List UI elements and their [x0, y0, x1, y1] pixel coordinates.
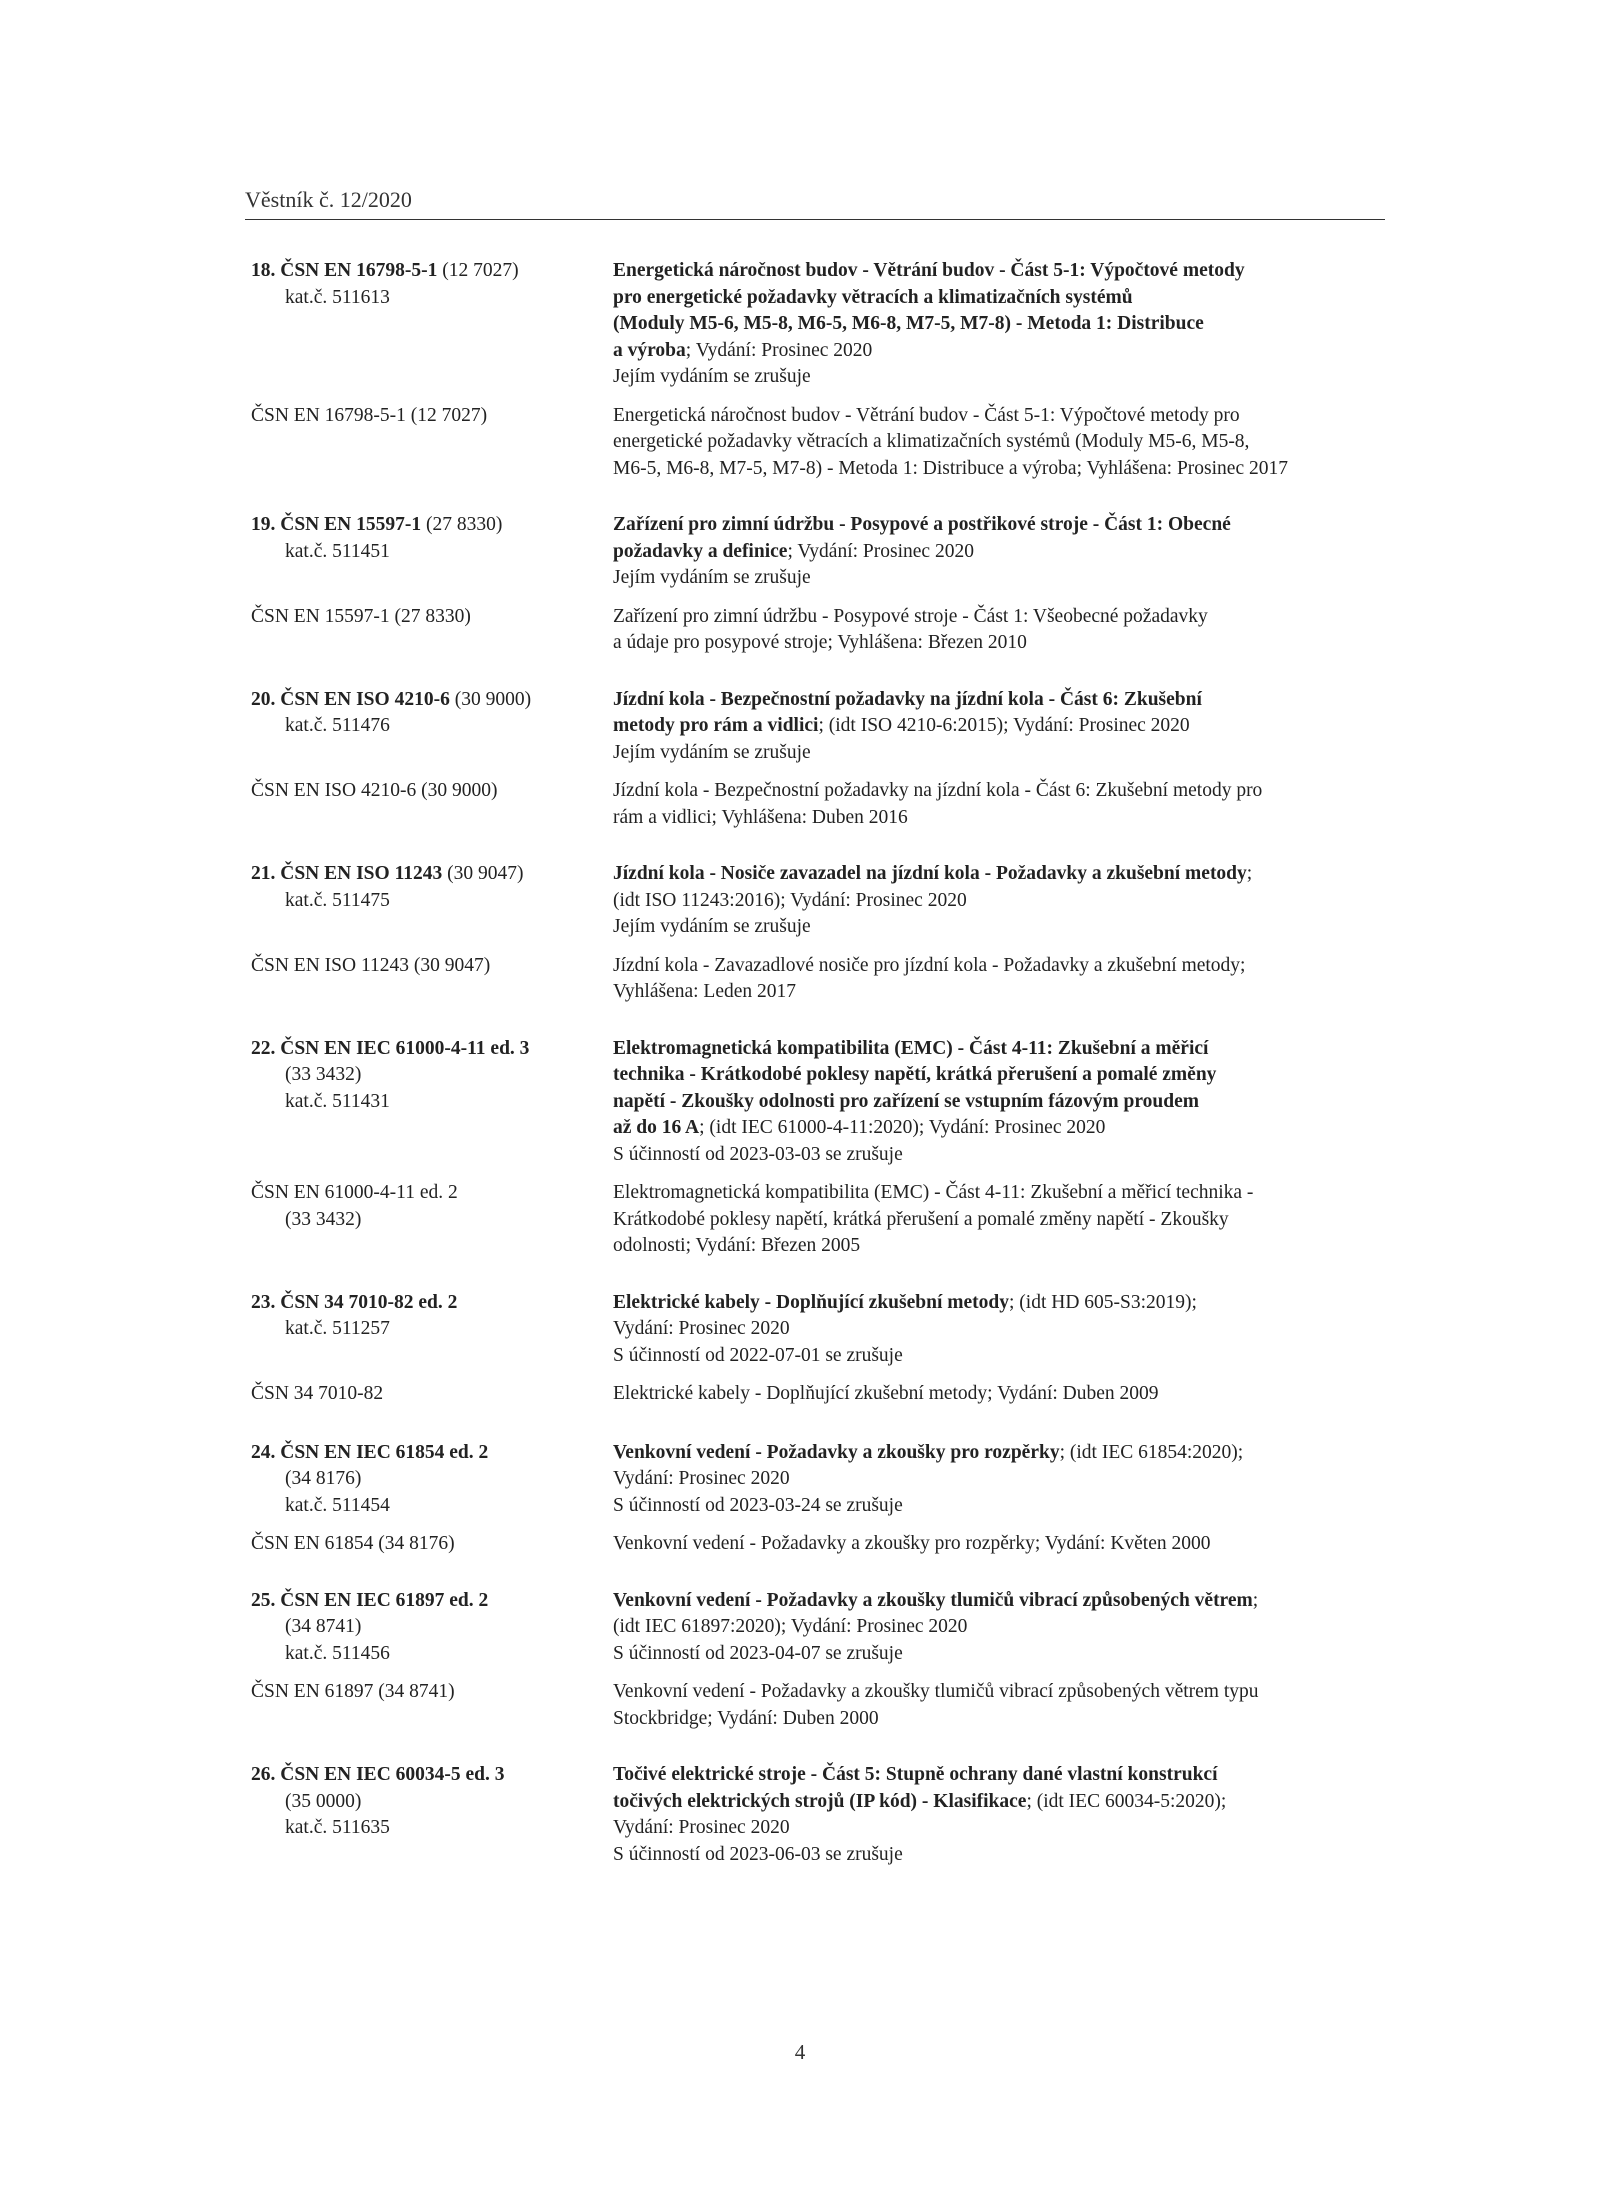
catalog-number: kat.č. 511456 [285, 1642, 390, 1664]
entry-description [613, 1036, 1361, 1169]
entry-replaced-row [251, 778, 1361, 831]
entry-code-line [251, 687, 613, 714]
standard-class-code: (27 8330) [421, 514, 503, 535]
description-line [613, 1089, 1361, 1116]
standard-code: ČSN EN 16798-5-1 [280, 260, 438, 281]
standard-class-code: (12 7027) [437, 260, 519, 281]
bulletin-title: Věstník č. 12/2020 [245, 187, 412, 212]
standard-code: ČSN EN IEC 61000-4-11 ed. 3 [280, 1037, 530, 1059]
description-line [613, 1062, 1361, 1089]
entry-number: 24. [251, 1441, 276, 1463]
description-text: S účinností od 2022-07-01 se zrušuje [613, 1344, 903, 1366]
description-text: ; (idt IEC 61000-4-11:2020); Vydání: Prosinec 2020 [699, 1117, 1106, 1138]
entry-replaced-row [251, 1679, 1361, 1732]
replaced-description-line: Vyhlášena: Leden 2017 [613, 981, 797, 1002]
entry-main-row [251, 1440, 1361, 1520]
replaced-standard-code: ČSN 34 7010-82 [251, 1383, 384, 1404]
standard-title: až do 16 A [613, 1117, 700, 1138]
standard-code: ČSN 34 7010-82 ed. 2 [280, 1291, 458, 1313]
standard-code: ČSN EN IEC 61854 ed. 2 [280, 1441, 489, 1463]
standard-entry [251, 512, 1361, 657]
entry-main-row [251, 1762, 1361, 1868]
entry-codes [251, 687, 613, 767]
replaced-standard-code: ČSN EN ISO 4210-6 (30 9000) [251, 780, 498, 801]
description-line [613, 740, 1361, 767]
entry-number: 23. [251, 1291, 276, 1313]
standards-list [251, 258, 1361, 1898]
entry-description [613, 1762, 1361, 1868]
description-text: (idt ISO 11243:2016); Vydání: Prosinec 2020 [613, 889, 967, 911]
entry-number: 26. [251, 1764, 276, 1785]
replaced-standard-codes [251, 953, 613, 1006]
standard-code: ČSN EN IEC 61897 ed. 2 [280, 1589, 489, 1611]
description-text: (idt IEC 61897:2020); Vydání: Prosinec 2020 [613, 1616, 968, 1637]
description-line [613, 861, 1361, 888]
entry-description [613, 512, 1361, 592]
replaced-description-line: Energetická náročnost budov - Větrání budov - Část 5-1: Výpočtové metody pro [613, 404, 1240, 426]
entry-replaced-row [251, 1531, 1361, 1558]
entry-main-row [251, 1290, 1361, 1370]
description-text: ; (idt IEC 60034-5:2020); [1026, 1790, 1227, 1812]
description-text: S účinností od 2023-03-24 se zrušuje [613, 1494, 903, 1516]
entry-main-row [251, 1588, 1361, 1668]
replaced-description-line: Elektrické kabely - Doplňující zkušební metody; Vydání: Duben 2009 [613, 1383, 1159, 1404]
replaced-description-line: Jízdní kola - Zavazadlové nosiče pro jízdní kola - Požadavky a zkušební metody; [613, 954, 1246, 976]
entry-number: 20. [251, 688, 276, 710]
entry-code-line [251, 1440, 613, 1467]
standard-class-code: (34 8741) [285, 1616, 362, 1637]
standard-title: a výroba [613, 339, 686, 361]
replaced-standard-description [613, 1180, 1361, 1260]
replaced-description-line: Elektromagnetická kompatibilita (EMC) - Část 4-11: Zkušební a měřicí technika - [613, 1182, 1254, 1203]
description-line [613, 687, 1361, 714]
entry-code-line [251, 512, 613, 539]
description-line [613, 1316, 1361, 1343]
entry-number: 21. [251, 863, 276, 884]
replaced-description-line: Stockbridge; Vydání: Duben 2000 [613, 1707, 879, 1729]
entry-code-line [251, 258, 613, 285]
standard-title: Venkovní vedení - Požadavky a zkoušky tlumičů vibrací způsobených větrem [613, 1589, 1253, 1611]
entry-description [613, 1290, 1361, 1370]
description-text: Vydání: Prosinec 2020 [613, 1468, 790, 1489]
description-text: ; [1252, 1589, 1259, 1611]
entry-codes [251, 861, 613, 941]
replaced-description-line: a údaje pro posypové stroje; Vyhlášena: Březen 2010 [613, 632, 1027, 653]
entry-description [613, 258, 1361, 391]
catalog-number: kat.č. 511454 [285, 1494, 390, 1516]
description-text: Jejím vydáním se zrušuje [613, 567, 811, 588]
replaced-description-line: rám a vidlici; Vyhlášena: Duben 2016 [613, 806, 908, 828]
description-line [613, 1466, 1361, 1493]
entry-replaced-row [251, 604, 1361, 657]
catalog-number: kat.č. 511257 [285, 1318, 390, 1339]
description-text: Jejím vydáním se zrušuje [613, 366, 811, 387]
replaced-description-line: energetické požadavky větracích a klimatizačních systémů (Moduly M5-6, M5-8, [613, 431, 1250, 452]
standard-title: napětí - Zkoušky odolnosti pro zařízení se vstupním fázovým proudem [613, 1090, 1199, 1112]
standard-title: Jízdní kola - Bezpečnostní požadavky na jízdní kola - Část 6: Zkušební [613, 688, 1202, 710]
description-line [613, 285, 1361, 312]
standard-code: ČSN EN ISO 4210-6 [280, 688, 450, 710]
entry-codes [251, 1036, 613, 1169]
replaced-standard-codes [251, 778, 613, 831]
page-number: 4 [794, 2040, 806, 2064]
standard-title: požadavky a definice [613, 540, 788, 562]
entry-code-line [251, 1762, 613, 1789]
standard-entry [251, 687, 1361, 832]
standard-entry [251, 1440, 1361, 1558]
replaced-description-line: Venkovní vedení - Požadavky a zkoušky tlumičů vibrací způsobených větrem typu [613, 1681, 1259, 1702]
standard-title: (Moduly M5-6, M5-8, M6-5, M6-8, M7-5, M7-8) - Metoda 1: Distribuce [613, 313, 1204, 334]
description-line [613, 1641, 1361, 1668]
replaced-description-line: Zařízení pro zimní údržbu - Posypové stroje - Část 1: Všeobecné požadavky [613, 605, 1208, 627]
entry-codes [251, 1440, 613, 1520]
description-line [613, 364, 1361, 391]
standard-title: Venkovní vedení - Požadavky a zkoušky pro rozpěrky [613, 1441, 1060, 1463]
entry-description [613, 861, 1361, 941]
replaced-description-line: Jízdní kola - Bezpečnostní požadavky na jízdní kola - Část 6: Zkušební metody pro [613, 780, 1263, 801]
entry-code-line [251, 1290, 613, 1317]
entry-main-row [251, 512, 1361, 592]
standard-entry [251, 1036, 1361, 1260]
entry-replaced-row [251, 403, 1361, 483]
standard-class-code: (33 3432) [285, 1064, 362, 1085]
standard-code: ČSN EN ISO 11243 [280, 863, 443, 884]
replaced-standard-codes [251, 403, 613, 483]
replaced-standard-code: ČSN EN 61854 (34 8176) [251, 1533, 455, 1554]
description-text: S účinností od 2023-03-03 se zrušuje [613, 1143, 903, 1165]
replaced-standard-description [613, 778, 1361, 831]
standard-title: Elektromagnetická kompatibilita (EMC) - Část 4-11: Zkušební a měřicí [613, 1037, 1209, 1059]
replaced-description-line: Venkovní vedení - Požadavky a zkoušky pro rozpěrky; Vydání: Květen 2000 [613, 1533, 1211, 1554]
standard-entry [251, 1762, 1361, 1868]
standard-entry [251, 1290, 1361, 1408]
replaced-standard-description [613, 953, 1361, 1006]
catalog-number: kat.č. 511451 [285, 540, 390, 562]
description-text: S účinností od 2023-06-03 se zrušuje [613, 1843, 903, 1865]
entry-number: 19. [251, 514, 276, 535]
standard-class-code: (34 8176) [285, 1468, 362, 1489]
description-text: Jejím vydáním se zrušuje [613, 741, 811, 763]
replaced-standard-code: ČSN EN 16798-5-1 (12 7027) [251, 404, 488, 426]
standard-title: Jízdní kola - Nosiče zavazadel na jízdní kola - Požadavky a zkušební metody [613, 863, 1247, 884]
replaced-standard-description [613, 1531, 1361, 1558]
description-text: ; Vydání: Prosinec 2020 [787, 540, 974, 562]
description-text: ; [1246, 863, 1253, 884]
standard-title: metody pro rám a vidlici [613, 715, 819, 736]
replaced-standard-code: (33 3432) [285, 1208, 362, 1230]
entry-codes [251, 1588, 613, 1668]
description-line [613, 1343, 1361, 1370]
description-line [613, 1815, 1361, 1842]
standard-title: technika - Krátkodobé poklesy napětí, krátká přerušení a pomalé změny [613, 1064, 1217, 1085]
entry-description [613, 1588, 1361, 1668]
standard-entry [251, 1588, 1361, 1733]
replaced-standard-code: ČSN EN ISO 11243 (30 9047) [251, 954, 491, 976]
entry-code-line [251, 861, 613, 888]
entry-main-row [251, 687, 1361, 767]
entry-description [613, 1440, 1361, 1520]
standard-title: Elektrické kabely - Doplňující zkušební metody [613, 1291, 1009, 1313]
replaced-standard-description [613, 1679, 1361, 1732]
entry-main-row [251, 1036, 1361, 1169]
description-line [613, 1588, 1361, 1615]
description-line [613, 1142, 1361, 1169]
replaced-standard-description [613, 403, 1361, 483]
standard-title: Zařízení pro zimní údržbu - Posypové a postřikové stroje - Část 1: Obecné [613, 514, 1231, 535]
entry-codes [251, 1290, 613, 1370]
description-text: Jejím vydáním se zrušuje [613, 916, 811, 937]
standard-class-code: (35 0000) [285, 1790, 362, 1812]
entry-description [613, 687, 1361, 767]
description-line [613, 1290, 1361, 1317]
entry-code-line [251, 1036, 613, 1063]
replaced-standard-codes [251, 1531, 613, 1558]
replaced-standard-description [613, 1381, 1361, 1408]
description-text: ; (idt HD 605-S3:2019); [1008, 1291, 1197, 1313]
description-text: Vydání: Prosinec 2020 [613, 1318, 790, 1339]
description-line [613, 713, 1361, 740]
entry-codes [251, 1762, 613, 1868]
catalog-number: kat.č. 511475 [285, 889, 390, 911]
entry-replaced-row [251, 1381, 1361, 1408]
replaced-description-line: odolnosti; Vydání: Březen 2005 [613, 1235, 861, 1256]
entry-replaced-row [251, 1180, 1361, 1260]
description-line [613, 1493, 1361, 1520]
replaced-standard-codes [251, 1679, 613, 1732]
catalog-number: kat.č. 511431 [285, 1090, 390, 1112]
description-line [613, 1036, 1361, 1063]
replaced-description-line: M6-5, M6-8, M7-5, M7-8) - Metoda 1: Distribuce a výroba; Vyhlášena: Prosinec 2017 [613, 457, 1288, 479]
catalog-number: kat.č. 511635 [285, 1817, 390, 1838]
description-line [613, 914, 1361, 941]
replaced-standard-code: ČSN EN 15597-1 (27 8330) [251, 605, 471, 627]
description-line [613, 1115, 1361, 1142]
standard-title: pro energetické požadavky větracích a klimatizačních systémů [613, 286, 1133, 308]
description-line [613, 565, 1361, 592]
standard-code: ČSN EN IEC 60034-5 ed. 3 [280, 1764, 505, 1785]
standard-title: Energetická náročnost budov - Větrání budov - Část 5-1: Výpočtové metody [613, 260, 1245, 281]
description-text: ; (idt ISO 4210-6:2015); Vydání: Prosinec 2020 [818, 715, 1190, 736]
replaced-standard-codes [251, 1180, 613, 1260]
description-text: S účinností od 2023-04-07 se zrušuje [613, 1642, 903, 1664]
description-line [613, 338, 1361, 365]
standard-title: Točivé elektrické stroje - Část 5: Stupně ochrany dané vlastní konstrukcí [613, 1764, 1218, 1785]
catalog-number: kat.č. 511476 [285, 715, 390, 736]
replaced-description-line: Krátkodobé poklesy napětí, krátká přerušení a pomalé změny napětí - Zkoušky [613, 1208, 1229, 1230]
description-line [613, 311, 1361, 338]
entry-number: 25. [251, 1589, 276, 1611]
description-line [613, 539, 1361, 566]
standard-entry [251, 258, 1361, 482]
description-text: Vydání: Prosinec 2020 [613, 1817, 790, 1838]
entry-codes [251, 512, 613, 592]
replaced-standard-codes [251, 1381, 613, 1408]
description-line [613, 1614, 1361, 1641]
replaced-standard-code: ČSN EN 61897 (34 8741) [251, 1681, 455, 1702]
description-line [613, 1842, 1361, 1869]
standard-class-code: (30 9047) [442, 863, 524, 884]
entry-number: 22. [251, 1037, 276, 1059]
standard-class-code: (30 9000) [449, 688, 532, 710]
entry-main-row [251, 861, 1361, 941]
description-line [613, 1440, 1361, 1467]
standard-entry [251, 861, 1361, 1006]
replaced-standard-code: ČSN EN 61000-4-11 ed. 2 [251, 1182, 458, 1203]
replaced-standard-codes [251, 604, 613, 657]
standard-title: točivých elektrických strojů (IP kód) - Klasifikace [613, 1790, 1027, 1812]
description-line [613, 1789, 1361, 1816]
entry-main-row [251, 258, 1361, 391]
entry-codes [251, 258, 613, 391]
catalog-number: kat.č. 511613 [285, 286, 390, 308]
entry-replaced-row [251, 953, 1361, 1006]
description-text: ; (idt IEC 61854:2020); [1059, 1441, 1244, 1463]
replaced-standard-description [613, 604, 1361, 657]
description-line [613, 512, 1361, 539]
description-line [613, 258, 1361, 285]
entry-code-line [251, 1588, 613, 1615]
description-text: ; Vydání: Prosinec 2020 [685, 339, 873, 361]
description-line [613, 1762, 1361, 1789]
standard-code: ČSN EN 15597-1 [280, 514, 422, 535]
page-header [245, 187, 1385, 220]
description-line [613, 888, 1361, 915]
entry-number: 18. [251, 260, 276, 281]
